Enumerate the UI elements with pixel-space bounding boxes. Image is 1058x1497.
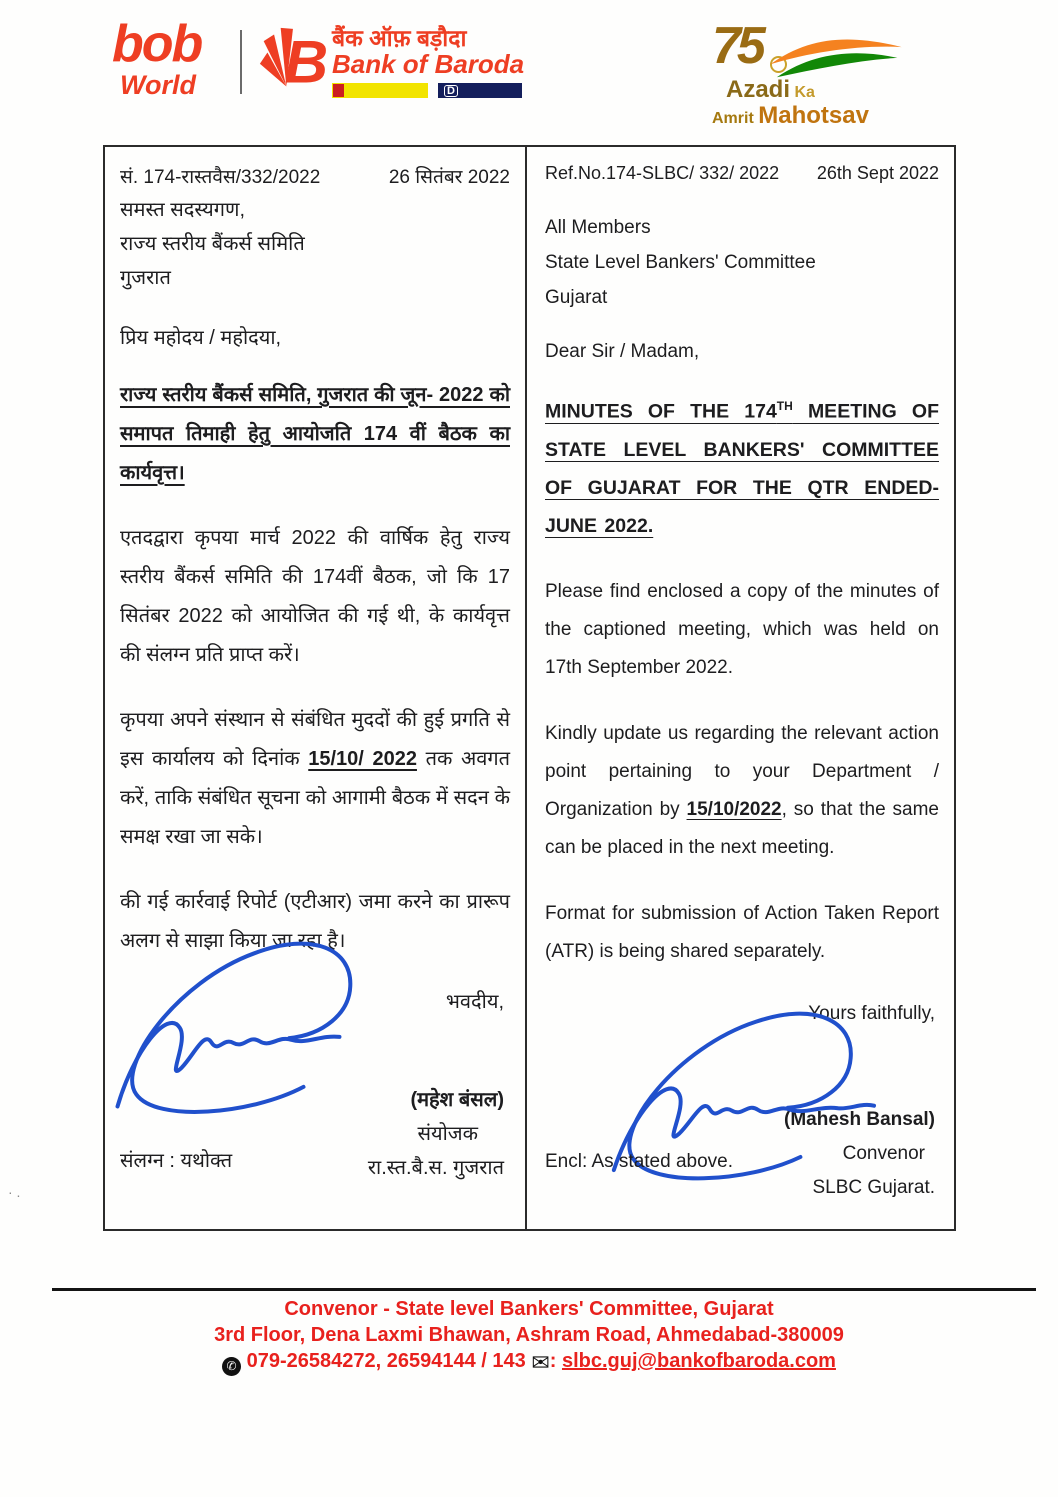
d-badge-icon: D	[444, 85, 458, 97]
bank-of-baroda-wordmark	[332, 26, 524, 98]
hindi-addressee-line: गुजरात	[120, 267, 171, 289]
english-addressee-line: State Level Bankers' Committee	[545, 252, 816, 273]
logo-divider	[240, 30, 242, 94]
hindi-enclosure-note: संलग्न : यथोक्त	[120, 1150, 233, 1172]
english-paragraph-1: Please find enclosed a copy of the minutes of the captioned meeting, which was held on 17th September 2022.	[545, 580, 939, 678]
english-date: 26th Sept 2022	[816, 163, 939, 183]
hindi-signatory-name: (महेश बंसल)	[410, 1089, 504, 1111]
bank-name-english: Bank of Baroda	[332, 49, 525, 79]
hindi-ref-row	[120, 163, 510, 189]
hindi-ref-no: सं. 174-रास्तवैस/332/2022	[120, 167, 321, 188]
red-square-icon	[333, 84, 344, 97]
footer-line-1: Convenor - State level Bankers' Committee, Gujarat	[284, 1298, 774, 1320]
english-salutation: Dear Sir / Madam,	[545, 341, 700, 362]
english-signature-block	[545, 997, 939, 1205]
english-paragraph-3: Format for submission of Action Taken Report (ATR) is being shared separately.	[545, 902, 939, 962]
footer-divider-line	[52, 1288, 1036, 1291]
english-signatory-org: SLBC Gujarat.	[812, 1176, 935, 1198]
envelope-icon: ✉	[531, 1350, 550, 1375]
english-addressee-line: Gujarat	[545, 287, 608, 308]
azadi-line2: Amrit Mahotsav	[712, 102, 869, 129]
email-separator: :	[549, 1350, 557, 1372]
azadi-line1: Azadi Ka	[726, 76, 815, 103]
english-subject: MINUTES OF THE 174TH MEETING OF STATE LEVEL BANKERS' COMMITTEE OF GUJARAT FOR THE QTR ENDED- JUNE 2022.	[545, 399, 939, 537]
hindi-signatory-org: रा.स्त.बै.स. गुजरात	[367, 1157, 504, 1179]
english-signatory-title: Convenor	[842, 1142, 925, 1164]
bob-world-logo-subtext: World	[120, 70, 196, 100]
signature-space	[120, 1019, 504, 1083]
svg-text:B: B	[284, 27, 326, 94]
navy-banner-strip	[438, 83, 522, 98]
phone-icon: ✆	[222, 1357, 241, 1376]
letterhead	[0, 0, 1058, 140]
hindi-column	[105, 147, 527, 1229]
hindi-deadline-date: 15/10/ 2022	[308, 748, 417, 770]
hindi-addressee-line: राज्य स्तरीय बैंकर्स समिति	[120, 233, 305, 255]
hindi-addressee-line: समस्त सदस्यगण,	[120, 199, 246, 221]
bank-of-baroda-sun-icon	[258, 26, 326, 94]
english-signatory-name: (Mahesh Bansal)	[784, 1108, 935, 1130]
hindi-paragraph-3: की गई कार्रवाई रिपोर्ट (एटीआर) जमा करने का प्रारूप अलग से साझा किया जा रहा है।	[120, 891, 510, 952]
azadi-75-text: 75	[712, 17, 762, 75]
ordinal-superscript: TH	[776, 399, 793, 413]
hindi-paragraph-1: एतदद्वारा कृपया मार्च 2022 की वार्षिक हेतु राज्य स्तरीय बैंकर्स समिति की 174वीं बैठक, जो कि 17 सितंबर 2022 को आयोजित की गई थी, के कार्यवृत्त की संलग्न प्रति प्राप्त करें।	[120, 527, 510, 666]
english-closing: Yours faithfully,	[808, 1002, 935, 1024]
bank-name-hindi: बैंक ऑफ़ बड़ौदा	[332, 25, 467, 51]
azadi-75-flag	[712, 16, 912, 88]
hindi-subject: राज्य स्तरीय बैंकर्स समिति, गुजरात की जून- 2022 को समापत तिमाही हेतु आयोजति 174 वीं बैठक का कार्यवृत्त।	[120, 384, 510, 484]
footer-line-2: 3rd Floor, Dena Laxmi Bhawan, Ashram Road, Ahmedabad-380009	[214, 1324, 844, 1346]
azadi-ka-amrit-mahotsav-logo	[712, 16, 912, 130]
footer-address-block	[0, 1296, 1058, 1376]
hindi-paragraph-2: कृपया अपने संस्थान से संबंधित मुददों की हुई प्रगति से इस कार्यालय को दिनांक 15/10/ 2022 तक अवगत करें, ताकि संबंधित सूचना को आगामी बैठक में सदन के समक्ष रखा जा सके।	[120, 709, 511, 848]
english-deadline-date: 15/10/2022	[686, 798, 782, 820]
letter-body-box	[103, 145, 956, 1231]
hindi-closing: भवदीय,	[445, 991, 504, 1013]
signature-space	[545, 1031, 935, 1103]
hindi-date: 26 सितंबर 2022	[388, 167, 510, 188]
footer-phone-numbers: 079-26584272, 26594144 / 143	[246, 1350, 526, 1372]
scan-margin-marks: · .	[8, 1184, 21, 1200]
logo-banner-strips	[332, 83, 524, 98]
english-ref-no: Ref.No.174-SLBC/ 332/ 2022	[545, 163, 780, 183]
english-paragraph-2: Kindly update us regarding the relevant action point pertaining to your Department / Organization by 15/10/2022, so that the same can be placed in the next meeting.	[545, 722, 939, 858]
english-addressee	[545, 210, 939, 315]
yellow-banner-strip	[332, 83, 428, 98]
footer-email-link[interactable]: slbc.guj@bankofbaroda.com	[561, 1350, 836, 1372]
hindi-signatory-title: संयोजक	[417, 1123, 478, 1145]
hindi-salutation: प्रिय महोदय / महोदया,	[120, 327, 282, 349]
english-column	[527, 147, 954, 1229]
hindi-addressee	[120, 193, 510, 295]
english-ref-row	[545, 163, 939, 184]
footer-line-3	[0, 1348, 1058, 1376]
bob-world-logo	[112, 15, 202, 100]
english-addressee-line: All Members	[545, 217, 651, 238]
english-enclosure-note: Encl: As stated above.	[545, 1151, 734, 1172]
india-flag-swoosh-icon	[766, 32, 906, 88]
bob-world-logo-text: bob	[112, 15, 202, 73]
